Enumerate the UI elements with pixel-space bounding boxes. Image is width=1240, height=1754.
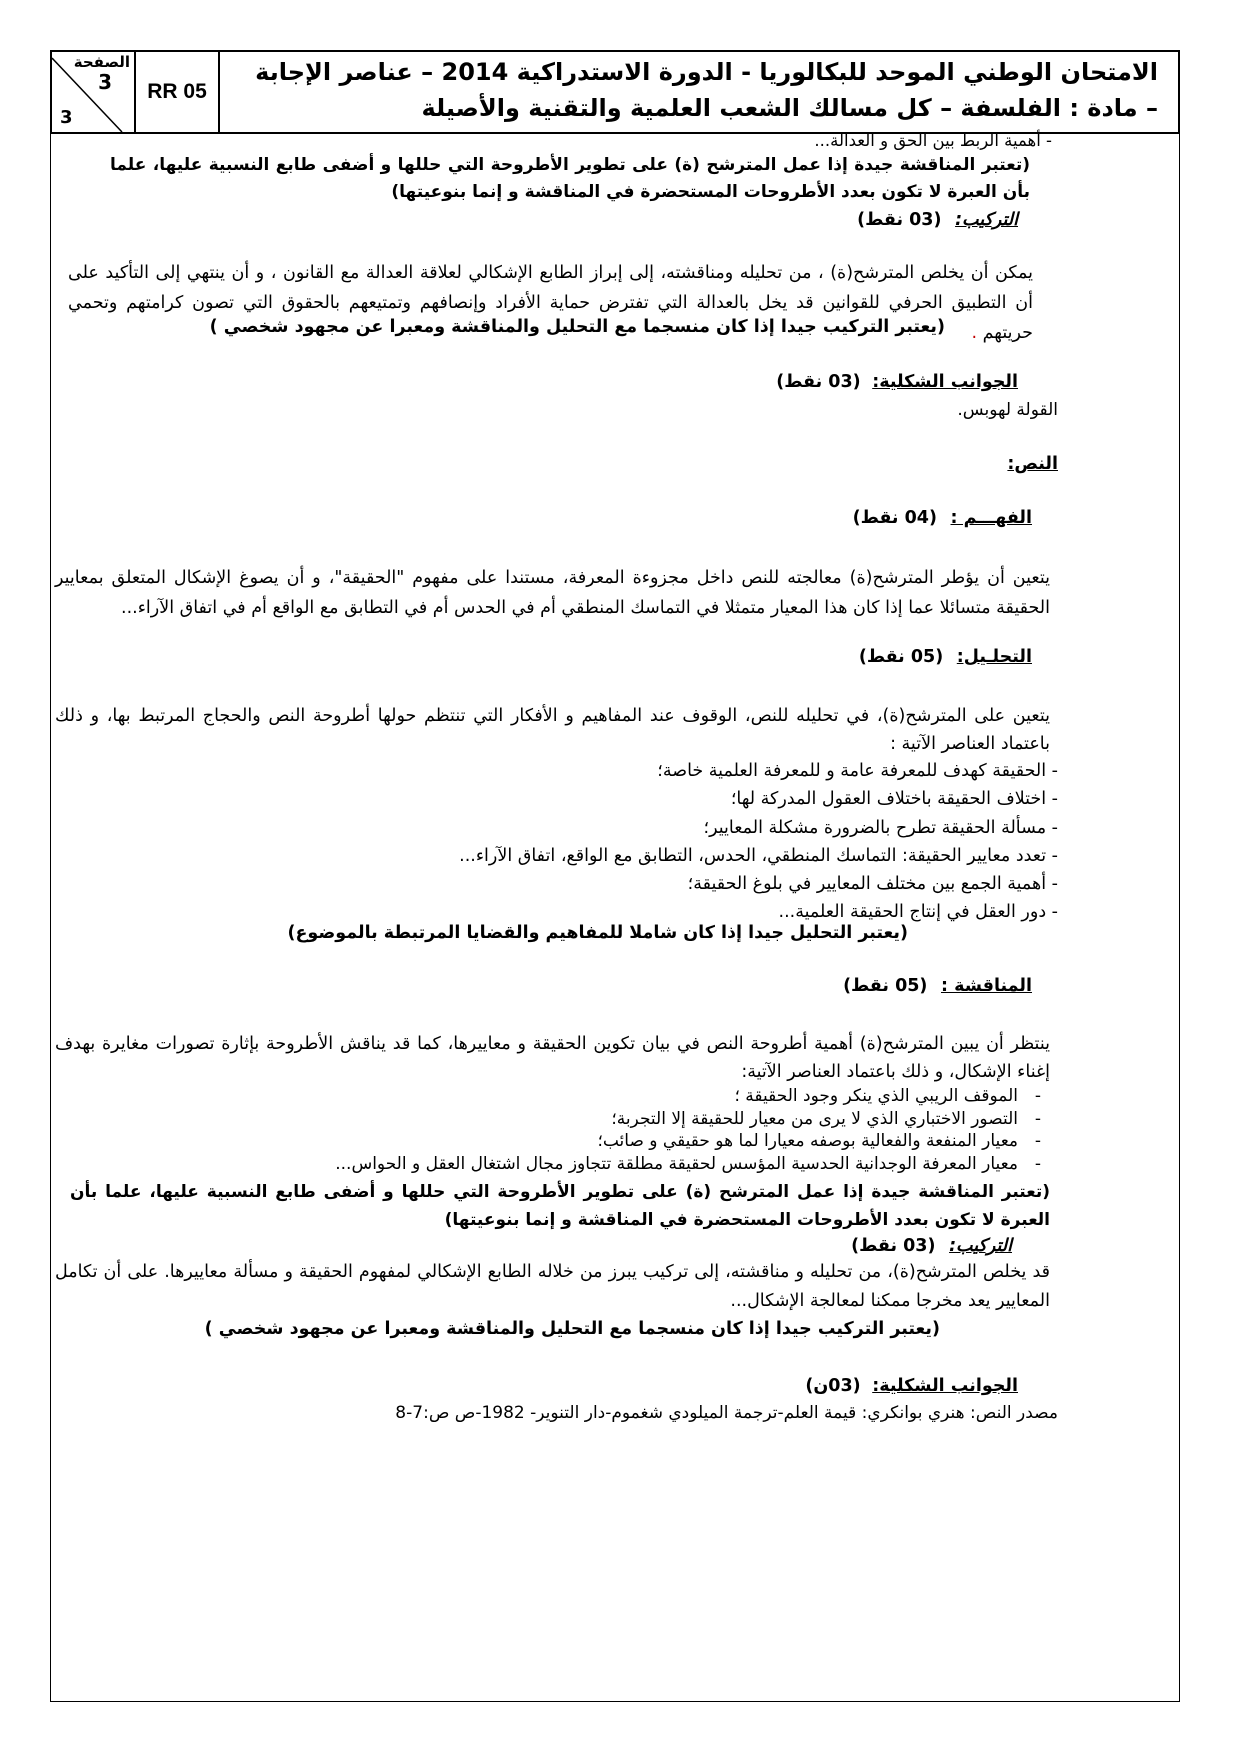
text-heading: النص: (1007, 454, 1058, 474)
formal-heading-1: الجوانب الشكلية: (872, 372, 1018, 392)
understanding-heading: الفهـــم : (950, 508, 1032, 528)
discussion-item: -الموقف الريبي الذي ينكر وجود الحقيقة ؛ (734, 1086, 1042, 1106)
analysis-item: - دور العقل في إنتاج الحقيقة العلمية... (778, 902, 1058, 923)
discussion-note-2: (تعتبر المناقشة جيدة إذا عمل المترشح (ة) على تطوير الأطروحة التي حللها و أضفى طابع النسبية عليها، علما بأن العبرة لا تكون بعدد الأطروحات المستحضرة في المناقشة و إنما بنوعيتها) (70, 1182, 1050, 1230)
formal-text-1: القولة لهوبس. (957, 400, 1058, 420)
page-total: 3 (60, 107, 73, 128)
synthesis-points-1: (03 نقط) (857, 210, 942, 230)
synthesis-text-1-body: يمكن أن يخلص المترشح(ة) ، من تحليله ومناقشته، إلى إبراز الطابع الإشكالي لعلاقة العدالة مع القانون ، و أن ينتهي إلى التأكيد على أن التطبيق الحرفي للقوانين قد يخل بالعدالة التي تفترض حماية الأفراد وإنصافهم وتمتيعهم بالحقوق التي تصون كرامتهم وتحمي حريتهم (68, 263, 1033, 343)
exam-title-line-2: – مادة : الفلسفة – كل مسالك الشعب العلمية والتقنية والأصيلة (421, 94, 1158, 122)
synthesis-points-2: (03 نقط) (851, 1236, 936, 1256)
top-item: - أهمية الربط بين الحق و العدالة... (814, 131, 1052, 150)
synthesis-heading-2: التركيب: (949, 1236, 1012, 1256)
page-label: الصفحة (73, 53, 130, 71)
discussion-item: -معيار المنفعة والفعالية بوصفه معيارا لما هو حقيقي و صائب؛ (597, 1131, 1042, 1151)
analysis-note: (يعتبر التحليل جيدا إذا كان شاملا للمفاهيم والقضايا المرتبطة بالموضوع) (287, 923, 908, 943)
exam-title-box (220, 52, 1178, 132)
formal-heading-2: الجوانب الشكلية: (872, 1376, 1018, 1396)
understanding-heading-row (853, 504, 1032, 532)
exam-header (50, 50, 1180, 134)
discussion-points: (05 نقط) (843, 976, 928, 996)
exam-code: RR 05 (136, 52, 220, 132)
discussion-list (335, 1085, 1058, 1175)
formal-heading-row-2 (805, 1372, 1018, 1400)
synthesis-note-1: (يعتبر التركيب جيدا إذا كان منسجما مع التحليل والمناقشة ومعبرا عن مجهود شخصي ) (209, 317, 945, 337)
discussion-heading-row (843, 972, 1032, 1000)
discussion-item: -معيار المعرفة الوجدانية الحدسية المؤسس لحقيقة مطلقة تتجاوز مجال اشتغال العقل و الحواس... (335, 1153, 1042, 1174)
synthesis-note-2: (يعتبر التركيب جيدا إذا كان منسجما مع التحليل والمناقشة ومعبرا عن مجهود شخصي ) (204, 1319, 940, 1339)
formal-points-1: (03 نقط) (776, 372, 861, 392)
analysis-item: - أهمية الجمع بين مختلف المعايير في بلوغ الحقيقة؛ (687, 874, 1058, 895)
synthesis-heading-1: التركيب: (955, 210, 1018, 230)
discussion-note-1: (تعتبر المناقشة جيدة إذا عمل المترشح (ة) على تطوير الأطروحة التي حللها و أضفى طابع النسبية عليها، علما بأن العبرة لا تكون بعدد الأطروحات المستحضرة في المناقشة و إنما بنوعيتها) (110, 155, 1030, 202)
analysis-heading-row (859, 643, 1032, 671)
analysis-item: - الحقيقة كهدف للمعرفة عامة و للمعرفة العلمية خاصة؛ (657, 761, 1058, 781)
analysis-heading: التحلـيل: (956, 647, 1032, 667)
exam-title-line-1: الامتحان الوطني الموحد للبكالوريا - الدورة الاستدراكية 2014 – عناصر الإجابة (255, 58, 1158, 86)
understanding-points: (04 نقط) (852, 508, 937, 528)
understanding-text: يتعين أن يؤطر المترشح(ة) معالجته للنص داخل مجزوءة المعرفة، مستندا على مفهوم "الحقيقة"، و أن يصوغ الإشكال المتعلق بمعايير الحقيقة متسائلا عما إذا كان هذا المعيار متمثلا في التماسك المنطقي أم في الحدس أم في التطابق مع الواقع أم في اتفاق الآراء... (55, 568, 1050, 618)
formal-points-2: (03ن) (805, 1376, 861, 1396)
synthesis-text-1-period: . (971, 323, 978, 343)
discussion-heading: المناقشة : (941, 976, 1032, 996)
analysis-intro: يتعين على المترشح(ة)، في تحليله للنص، الوقوف عند المفاهيم و الأفكار التي تنتظم حولها أطروحة النص والحجاج المرتبط بها، و ذلك باعتماد العناصر الآتية : (55, 706, 1050, 754)
analysis-points: (05 نقط) (858, 647, 944, 667)
analysis-list (459, 757, 1058, 927)
discussion-item: -التصور الاختباري الذي لا يرى من معيار للحقيقة إلا التجربة؛ (611, 1108, 1042, 1129)
synthesis-text-2: قد يخلص المترشح(ة)، من تحليله و مناقشته، إلى تركيب يبرز من خلاله الطابع الإشكالي لمفهوم الحقيقة و مسألة معاييرها. على أن تكامل المعايير يعد مخرجا ممكنا لمعالجة الإشكال... (55, 1262, 1050, 1311)
synthesis-heading-row-1 (857, 206, 1018, 234)
analysis-item: - تعدد معايير الحقيقة: التماسك المنطقي، الحدس، التطابق مع الواقع، اتفاق الآراء... (459, 845, 1058, 866)
page-number: 3 (98, 70, 112, 94)
discussion-intro: ينتظر أن يبين المترشح(ة) أهمية أطروحة النص في بيان تكوين الحقيقة و معاييرها، كما قد يناقش الأطروحة بإثارة تصورات مغايرة بهدف إغناء الإشكال، و ذلك باعتماد العناصر الآتية: (55, 1034, 1050, 1082)
page-number-box (52, 52, 136, 132)
formal-heading-row-1 (776, 368, 1018, 396)
synthesis-heading-row-2 (851, 1232, 1012, 1260)
analysis-item: - مسألة الحقيقة تطرح بالضرورة مشكلة المعايير؛ (703, 817, 1058, 838)
analysis-item: - اختلاف الحقيقة باختلاف العقول المدركة لها؛ (730, 789, 1058, 810)
text-source: مصدر النص: هنري بوانكري: قيمة العلم-ترجمة الميلودي شغموم-دار التنوير- 1982-ص ص:7-8 (395, 1403, 1058, 1423)
